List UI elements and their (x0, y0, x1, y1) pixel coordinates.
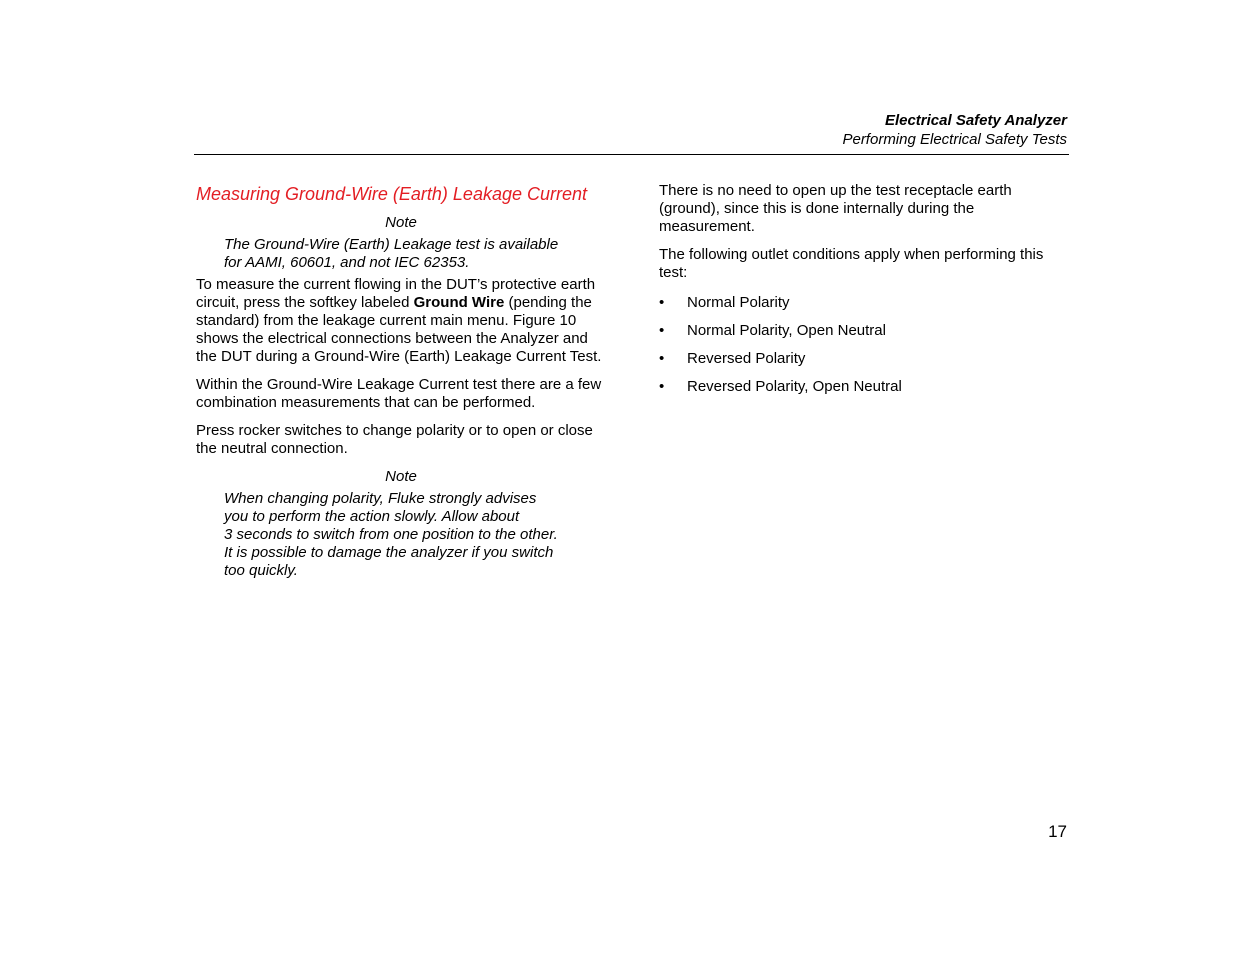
note-label: Note (385, 468, 417, 485)
page-number: 17 (1048, 822, 1067, 841)
list-item (659, 294, 1069, 312)
bullet-icon: • (659, 322, 665, 339)
paragraph-text: (pending the standard) from the leakage current main menu. Figure 10 shows the electrical connections between the Analyzer and the DUT during a Ground-Wire (Earth) Leakage Current Test. (196, 294, 602, 365)
left-column (196, 182, 606, 584)
outlet-conditions-list (659, 294, 1069, 396)
right-column (659, 182, 1069, 406)
paragraph-combination: Within the Ground-Wire Leakage Current test there are a few combination measurements that can be performed. (196, 376, 602, 411)
running-header (842, 111, 1067, 149)
note-line: you to perform the action slowly. Allow about (224, 508, 520, 525)
list-item (659, 322, 1069, 340)
note-line: 3 seconds to switch from one position to the other. (224, 526, 558, 543)
list-item (659, 350, 1069, 368)
note-line: too quickly. (224, 562, 298, 579)
paragraph-receptacle: There is no need to open up the test receptacle earth (ground), since this is done internally during the measurement. (659, 182, 1012, 235)
paragraph-ground-wire-intro (196, 276, 606, 366)
list-item-text: Reversed Polarity, Open Neutral (687, 378, 902, 395)
note-text (224, 490, 584, 580)
list-item-text: Normal Polarity, Open Neutral (687, 322, 886, 339)
section-heading: Measuring Ground-Wire (Earth) Leakage Current (196, 184, 588, 204)
list-item (659, 378, 1069, 396)
note-line: for AAMI, 60601, and not IEC 62353. (224, 254, 470, 271)
note-text (224, 236, 584, 272)
header-title: Electrical Safety Analyzer (884, 112, 1067, 129)
list-item-text: Normal Polarity (687, 294, 790, 311)
list-item-text: Reversed Polarity (687, 350, 806, 367)
note-line: When changing polarity, Fluke strongly advises (224, 490, 537, 507)
softkey-label: Ground Wire (413, 294, 505, 311)
header-subtitle: Performing Electrical Safety Tests (842, 131, 1067, 148)
paragraph-rocker-switches: Press rocker switches to change polarity or to open or close the neutral connection. (196, 422, 593, 457)
note-line: It is possible to damage the analyzer if you switch (224, 544, 554, 561)
note-label: Note (385, 214, 417, 231)
bullet-icon: • (659, 294, 665, 311)
paragraph-text: To measure the current flowing in the DUT’s protective earth circuit, press the softkey labeled (196, 276, 596, 311)
header-rule (194, 154, 1069, 155)
bullet-icon: • (659, 350, 665, 367)
bullet-icon: • (659, 378, 665, 395)
paragraph-outlet-conditions: The following outlet conditions apply when performing this test: (659, 246, 1044, 281)
note-line: The Ground-Wire (Earth) Leakage test is available (224, 236, 559, 253)
